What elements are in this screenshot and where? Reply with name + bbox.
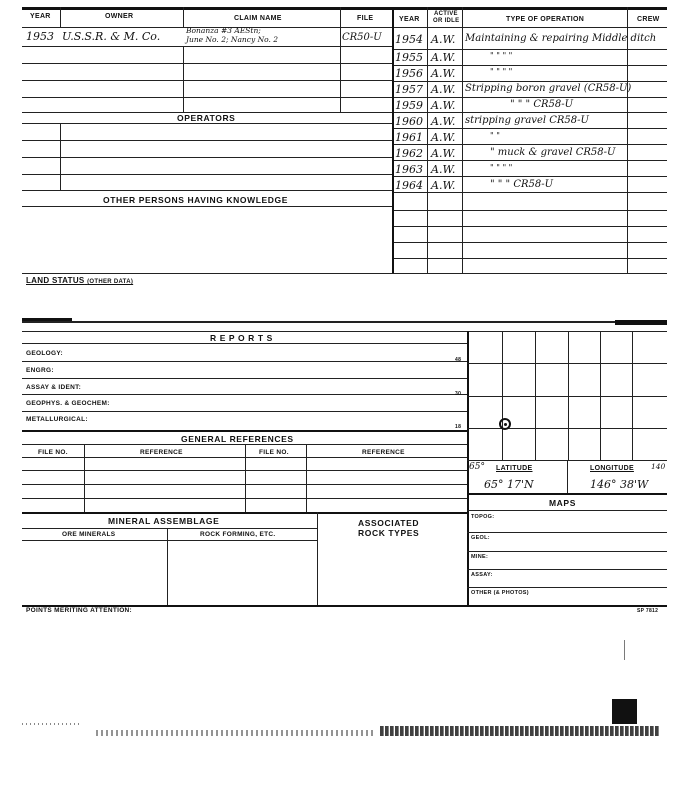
op-status: A.W. [431,83,456,96]
land-status-label: LAND STATUS (OTHER DATA) [26,276,134,285]
maps-mine: MINE: [471,554,489,560]
op-year: 1960 [395,115,423,128]
op-status: A.W. [431,67,456,80]
reports-heading: R E P O R T S [210,333,273,343]
file-no-2: FILE NO. [259,449,289,456]
location-marker-dot [504,423,507,426]
general-references-heading: GENERAL REFERENCES [181,434,294,444]
op-year: 1956 [395,67,423,80]
op-type: " " " CR58-U [510,99,574,110]
maps-geol: GEOL: [471,535,490,541]
op-status: A.W. [431,99,456,112]
op-type: Stripping boron gravel (CR58-U) [465,83,632,94]
op-status: A.W. [431,115,456,128]
header-year2: YEAR [399,16,420,23]
geology-label: GEOLOGY: [26,350,63,357]
op-type: " muck & gravel CR58-U [490,147,616,158]
points-meriting-label: POINTS MERITING ATTENTION: [26,607,133,614]
header-crew: CREW [637,16,660,23]
op-status: A.W. [431,147,456,160]
claim-year: 1953 [26,30,54,43]
longitude-prefix: 140 [651,462,666,471]
operators-heading: OPERATORS [177,113,236,123]
ore-minerals-label: ORE MINERALS [62,531,116,538]
other-persons-heading: OTHER PERSONS HAVING KNOWLEDGE [103,195,289,205]
form-number: SP 7812 [637,608,659,614]
op-type: " " " " [490,163,513,172]
op-status: A.W. [431,33,456,46]
associated-label-1: ASSOCIATED [358,518,420,528]
assay-label: ASSAY & IDENT: [26,384,82,391]
op-type: stripping gravel CR58-U [465,115,589,126]
thick-bar-right [615,320,667,325]
op-year: 1961 [395,131,423,144]
geophys-label: GEOPHYS. & GEOCHEM: [26,400,110,407]
claim-owner: U.S.S.R. & M. Co. [62,30,161,43]
maps-assay: ASSAY: [471,572,493,578]
header-owner: OWNER [105,13,134,20]
num-48: 48 [455,357,462,363]
op-year: 1962 [395,147,423,160]
op-status: A.W. [431,179,456,192]
longitude-label: LONGITUDE [590,465,634,472]
latitude-value: 65° 17'N [484,478,534,491]
num-18: 18 [455,424,462,430]
op-type: " " " CR58-U [490,179,554,190]
claim-name-line-2: June No. 2; Nancy No. 2 [186,35,279,44]
op-status: A.W. [431,51,456,64]
op-year: 1959 [395,99,423,112]
op-type: Maintaining & repairing Middle ditch [465,33,657,44]
latitude-label: LATITUDE [496,465,533,472]
metallurgical-label: METALLURGICAL: [26,416,88,423]
maps-topog: TOPOG: [471,514,495,520]
op-year: 1964 [395,179,423,192]
header-year: YEAR [30,13,51,20]
scan-black-square [612,699,637,724]
associated-label-2: ROCK TYPES [358,528,420,538]
header-type-operation: TYPE OF OPERATION [506,16,585,23]
latitude-prefix: 65° [469,462,485,472]
op-year: 1955 [395,51,423,64]
reference-1: REFERENCE [140,449,183,456]
reference-2: REFERENCE [362,449,405,456]
claim-name-line-1: Bonanza #3 AEStn; [186,26,261,35]
num-30: 30 [455,391,462,397]
op-year: 1954 [395,33,423,46]
op-type: " " [490,131,500,140]
op-type: " " " " [490,51,513,60]
claim-file: CR50-U [342,32,382,43]
header-claim-name: CLAIM NAME [234,15,282,22]
engrg-label: ENGRG: [26,367,54,374]
op-status: A.W. [431,163,456,176]
op-year: 1963 [395,163,423,176]
file-no-1: FILE NO. [38,449,68,456]
header-file: FILE [357,15,374,22]
mineral-assemblage-heading: MINERAL ASSEMBLAGE [108,516,220,526]
header-active-2: OR IDLE [433,18,460,24]
longitude-value: 146° 38'W [590,478,649,491]
rock-forming-label: ROCK FORMING, ETC. [200,531,276,538]
maps-other: OTHER (& PHOTOS) [471,590,529,596]
maps-heading: MAPS [549,498,576,508]
op-status: A.W. [431,131,456,144]
header-active-1: ACTIVE [434,11,458,17]
op-year: 1957 [395,83,423,96]
op-type: " " " " [490,67,513,76]
